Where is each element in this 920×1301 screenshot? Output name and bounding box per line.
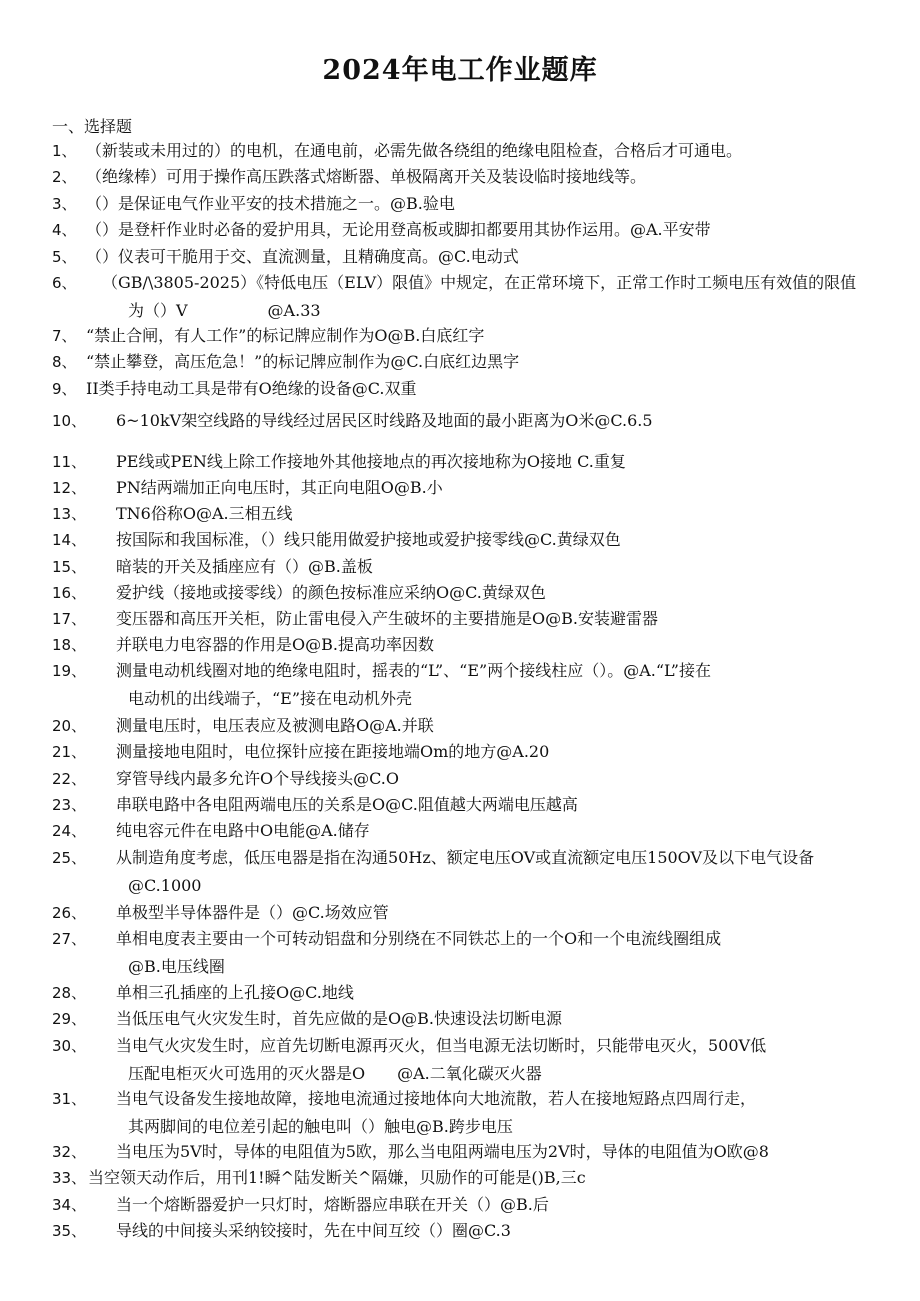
question-text: “禁止攀登，高压危急！”的标记牌应制作为@C.白底红边黑字 [86,352,520,371]
question-text: 当空领天动作后，用刊1!瞬^陆发断关^隔嫌，贝励作的可能是()B,三c [88,1168,586,1187]
question-text: 测量接地电阻时，电位探针应接在距接地端Om的地方@A.20 [116,742,550,761]
question-number: 3、 [52,195,77,213]
question-number: 26、 [52,904,87,922]
question-number: 11、 [52,453,87,471]
question-number: 29、 [52,1010,87,1028]
question-number: 24、 [52,822,87,840]
question-text: （GB/\3805-2025）《特低电压（ELV）限值》中规定，在正常环境下，正常工作时工频电压有效值的限值 [102,273,857,292]
question-number: 10、 [52,412,87,430]
question-number: 13、 [52,505,87,523]
question-number: 16、 [52,584,87,602]
question-text: 并联电力电容器的作用是O@B.提高功率因数 [116,635,434,654]
question-number: 27、 [52,930,87,948]
question-text: （绝缘棒）可用于操作高压跌落式熔断器、单极隔离开关及装设临时接地线等。 [86,167,647,186]
question-number: 4、 [52,221,77,239]
question-number: 22、 [52,770,87,788]
question-text: 当电气火灾发生时，应首先切断电源再灭火，但当电源无法切断时，只能带电灭火，500V低 [116,1036,767,1055]
question-text: （）是保证电气作业平安的技术措施之一。@B.验电 [86,194,455,213]
question-text: 当一个熔断器爱护一只灯时，熔断器应串联在开关（）@B.后 [116,1195,549,1214]
question-number: 14、 [52,531,87,549]
question-number: 6、 [52,274,77,292]
question-number: 34、 [52,1196,87,1214]
question-text: TN6俗称O@A.三相五线 [116,504,293,523]
question-number: 32、 [52,1143,87,1161]
question-text: 测量电压时，电压表应及被测电路O@A.并联 [116,716,434,735]
question-text: 导线的中间接头采纳铰接时，先在中间互绞（）圈@C.3 [116,1221,511,1240]
question-text: （新装或未用过的）的电机，在通电前，必需先做各绕组的绝缘电阻检查，合格后才可通电。 [86,141,743,160]
question-number: 17、 [52,610,87,628]
question-number: 19、 [52,662,87,680]
question-number: 30、 [52,1037,87,1055]
question-number: 33、 [52,1169,87,1187]
question-number: 7、 [52,327,77,345]
question-number: 35、 [52,1222,87,1240]
question-number: 8、 [52,353,77,371]
question-text: 测量电动机线圈对地的绝缘电阻时，摇表的“L”、“E”两个接线柱应（）。@A.“L”接在 [116,661,711,680]
question-text: 当低压电气火灾发生时，首先应做的是O@B.快速设法切断电源 [116,1009,562,1028]
question-number: 12、 [52,479,87,497]
question-text: 爱护线（接地或接零线）的颜色按标准应采纳O@C.黄绿双色 [116,583,546,602]
question-text: “禁止合闸，有人工作”的标记牌应制作为O@B.白底红字 [86,326,485,345]
question-number: 25、 [52,849,87,867]
question-continuation: @B.电压线圈 [128,957,225,976]
question-number: 2、 [52,168,77,186]
question-continuation: 压配电柜灭火可选用的灭火器是O @A.二氧化碳灭火器 [128,1064,542,1083]
question-text: （）仪表可干脆用于交、直流测量，且精确度高。@C.电动式 [86,247,519,266]
question-text: 按国际和我国标准，（）线只能用做爱护接地或爱护接零线@C.黄绿双色 [116,530,621,549]
question-continuation: 电动机的出线端子，“E”接在电动机外壳 [128,689,413,708]
question-text: II类手持电动工具是带有O绝缘的设备@C.双重 [86,379,417,398]
question-text: 单相电度表主要由一个可转动铝盘和分别绕在不同铁芯上的一个O和一个电流线圈组成 [116,929,722,948]
question-number: 9、 [52,380,77,398]
question-number: 5、 [52,248,77,266]
question-number: 31、 [52,1090,87,1108]
question-text: 当电气设备发生接地故障，接地电流通过接地体向大地流散，若人在接地短路点四周行走， [116,1089,757,1108]
question-text: 从制造角度考虑，低压电器是指在沟通50Hz、额定电压OV或直流额定电压150OV及以下电气设备 [116,848,815,867]
question-text: 单极型半导体器件是（）@C.场效应管 [116,903,389,922]
question-text: 单相三孔插座的上孔接O@C.地线 [116,983,354,1002]
question-text: PN结两端加正向电压时，其正向电阻O@B.小 [116,478,443,497]
question-text: 穿管导线内最多允许O个导线接头@C.O [116,769,399,788]
question-number: 21、 [52,743,87,761]
question-text: 变压器和高压开关柜，防止雷电侵入产生破坏的主要措施是O@B.安装避雷器 [116,609,658,628]
question-text: 纯电容元件在电路中O电能@A.储存 [116,821,370,840]
question-text: （）是登杆作业时必备的爱护用具，无论用登高板或脚扣都要用其协作运用。@A.平安带 [86,220,711,239]
question-text: 当电压为5V时，导体的电阻值为5欧，那么当电阻两端电压为2V时，导体的电阻值为O欧@8 [116,1142,769,1161]
question-number: 1、 [52,142,77,160]
question-number: 23、 [52,796,87,814]
question-number: 20、 [52,717,87,735]
page-title: 2024年电工作业题库 [322,55,598,86]
question-continuation: 为（）V @A.33 [128,301,321,320]
question-number: 28、 [52,984,87,1002]
question-text: PE线或PEN线上除工作接地外其他接地点的再次接地称为O接地 C.重复 [116,452,626,471]
section-heading: 一、选择题 [52,117,133,136]
question-continuation: @C.1000 [128,876,202,895]
question-continuation: 其两脚间的电位差引起的触电叫（）触电@B.跨步电压 [128,1117,513,1136]
question-text: 串联电路中各电阻两端电压的关系是O@C.阻值越大两端电压越高 [116,795,578,814]
question-number: 15、 [52,558,87,576]
question-text: 6~10kV架空线路的导线经过居民区时线路及地面的最小距离为O米@C.6.5 [116,411,653,430]
question-text: 暗装的开关及插座应有（）@B.盖板 [116,557,373,576]
question-number: 18、 [52,636,87,654]
